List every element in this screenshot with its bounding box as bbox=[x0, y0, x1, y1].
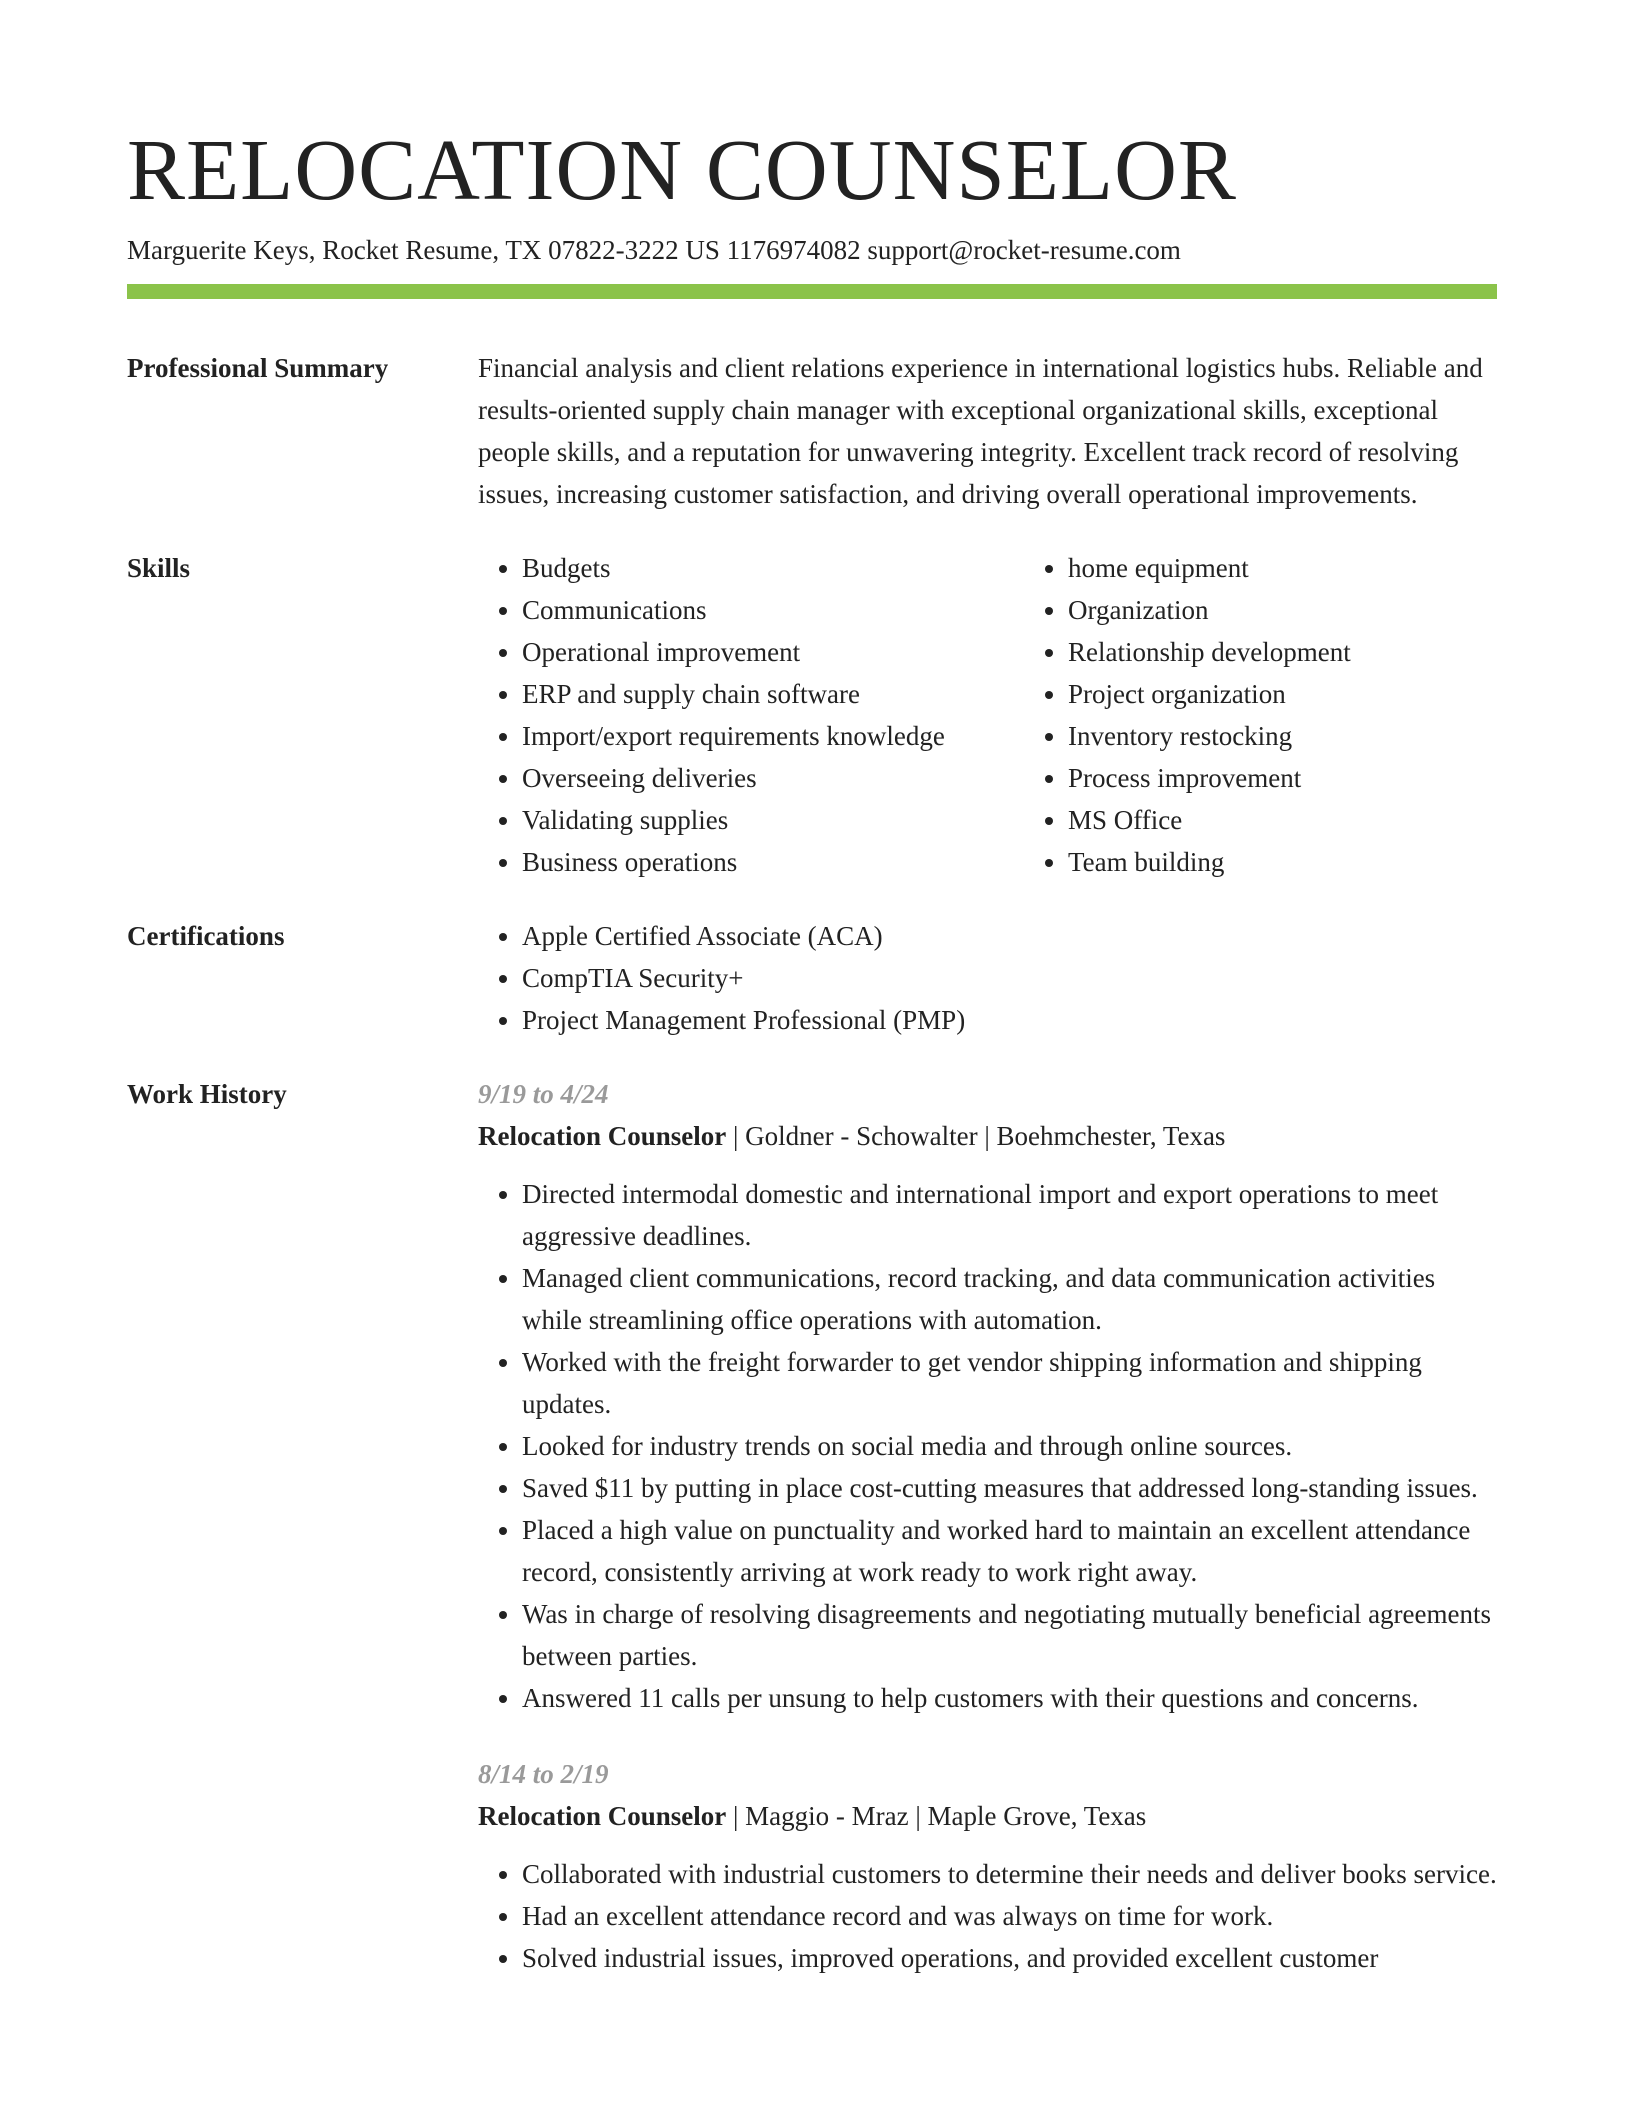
skill-item: • Relationship development bbox=[1068, 631, 1570, 673]
certification-item: • Project Management Professional (PMP) bbox=[522, 999, 1497, 1041]
certification-item: • Apple Certified Associate (ACA) bbox=[522, 915, 1497, 957]
job-bullet: • Was in charge of resolving disagreements and negotiating mutually beneficial agreements between parties. bbox=[522, 1593, 1497, 1677]
job-bullet: • Answered 11 calls per unsung to help customers with their questions and concerns. bbox=[522, 1677, 1497, 1719]
job-title: Relocation Counselor bbox=[478, 1801, 727, 1831]
job-heading bbox=[478, 1795, 1497, 1837]
section-label-certifications: Certifications bbox=[127, 921, 285, 951]
skill-item: • Overseeing deliveries bbox=[522, 757, 1024, 799]
job-bullet: • Saved $11 by putting in place cost-cutting measures that addressed long-standing issues. bbox=[522, 1467, 1497, 1509]
certifications-section bbox=[127, 915, 1497, 1041]
job-title: Relocation Counselor bbox=[478, 1121, 727, 1151]
job-entry bbox=[478, 1073, 1497, 1719]
job-heading bbox=[478, 1115, 1497, 1157]
skill-item: • Import/export requirements knowledge bbox=[522, 715, 1024, 757]
job-employer-location: | Goldner - Schowalter | Boehmchester, Texas bbox=[726, 1121, 1226, 1151]
section-label-skills: Skills bbox=[127, 553, 191, 583]
skill-item: • Organization bbox=[1068, 589, 1570, 631]
job-bullet: • Directed intermodal domestic and international import and export operations to meet aggressive deadlines. bbox=[522, 1173, 1497, 1257]
resume-title: RELOCATION COUNSELOR bbox=[127, 121, 1237, 218]
skill-item: • Business operations bbox=[522, 841, 1024, 883]
skill-item: • Validating supplies bbox=[522, 799, 1024, 841]
job-bullet: • Placed a high value on punctuality and worked hard to maintain an excellent attendance record, consistently arriving at work ready to work right away. bbox=[522, 1509, 1497, 1593]
job-bullet: • Collaborated with industrial customers to determine their needs and deliver books service. bbox=[522, 1853, 1497, 1895]
contact-info: Marguerite Keys, Rocket Resume, TX 07822-3222 US 1176974082 support@rocket-resume.com bbox=[127, 235, 1181, 265]
skill-item: • Team building bbox=[1068, 841, 1570, 883]
skill-item: • Operational improvement bbox=[522, 631, 1024, 673]
job-dates: 8/14 to 2/19 bbox=[478, 1759, 609, 1789]
job-dates: 9/19 to 4/24 bbox=[478, 1079, 609, 1109]
job-bullet: • Worked with the freight forwarder to get vendor shipping information and shipping updates. bbox=[522, 1341, 1497, 1425]
job-employer-location: | Maggio - Mraz | Maple Grove, Texas bbox=[726, 1801, 1147, 1831]
skills-section bbox=[127, 547, 1497, 883]
work-history-section bbox=[127, 1073, 1497, 2013]
skill-item: • home equipment bbox=[1068, 547, 1570, 589]
skill-item: • Inventory restocking bbox=[1068, 715, 1570, 757]
job-entry bbox=[478, 1753, 1497, 1979]
skills-list-left bbox=[478, 547, 1024, 883]
skill-item: • Communications bbox=[522, 589, 1024, 631]
summary-text: Financial analysis and client relations experience in international logistics hubs. Reliable and results-oriented supply chain manager with exceptional organizational skills, exceptional people skills, and a reputation for unwavering integrity. Excellent track record of resolving issues, increasing customer satisfaction, and driving overall operational improvements. bbox=[478, 353, 1483, 509]
certifications-list bbox=[478, 915, 1497, 1041]
skill-item: • Budgets bbox=[522, 547, 1024, 589]
job-bullet: • Had an excellent attendance record and was always on time for work. bbox=[522, 1895, 1497, 1937]
resume-content bbox=[127, 347, 1497, 2045]
professional-summary-section bbox=[127, 347, 1497, 515]
job-bullet: • Solved industrial issues, improved operations, and provided excellent customer bbox=[522, 1937, 1497, 1979]
job-bullets bbox=[478, 1173, 1497, 1719]
section-label-summary: Professional Summary bbox=[127, 353, 389, 383]
section-label-work-history: Work History bbox=[127, 1079, 287, 1109]
skill-item: • ERP and supply chain software bbox=[522, 673, 1024, 715]
skills-list-right bbox=[1024, 547, 1570, 883]
certification-item: • CompTIA Security+ bbox=[522, 957, 1497, 999]
job-bullet: • Managed client communications, record tracking, and data communication activities while streamlining office operations with automation. bbox=[522, 1257, 1497, 1341]
job-bullet: • Looked for industry trends on social media and through online sources. bbox=[522, 1425, 1497, 1467]
skill-item: • Project organization bbox=[1068, 673, 1570, 715]
skill-item: • MS Office bbox=[1068, 799, 1570, 841]
accent-divider bbox=[127, 284, 1497, 299]
job-bullets bbox=[478, 1853, 1497, 1979]
skill-item: • Process improvement bbox=[1068, 757, 1570, 799]
